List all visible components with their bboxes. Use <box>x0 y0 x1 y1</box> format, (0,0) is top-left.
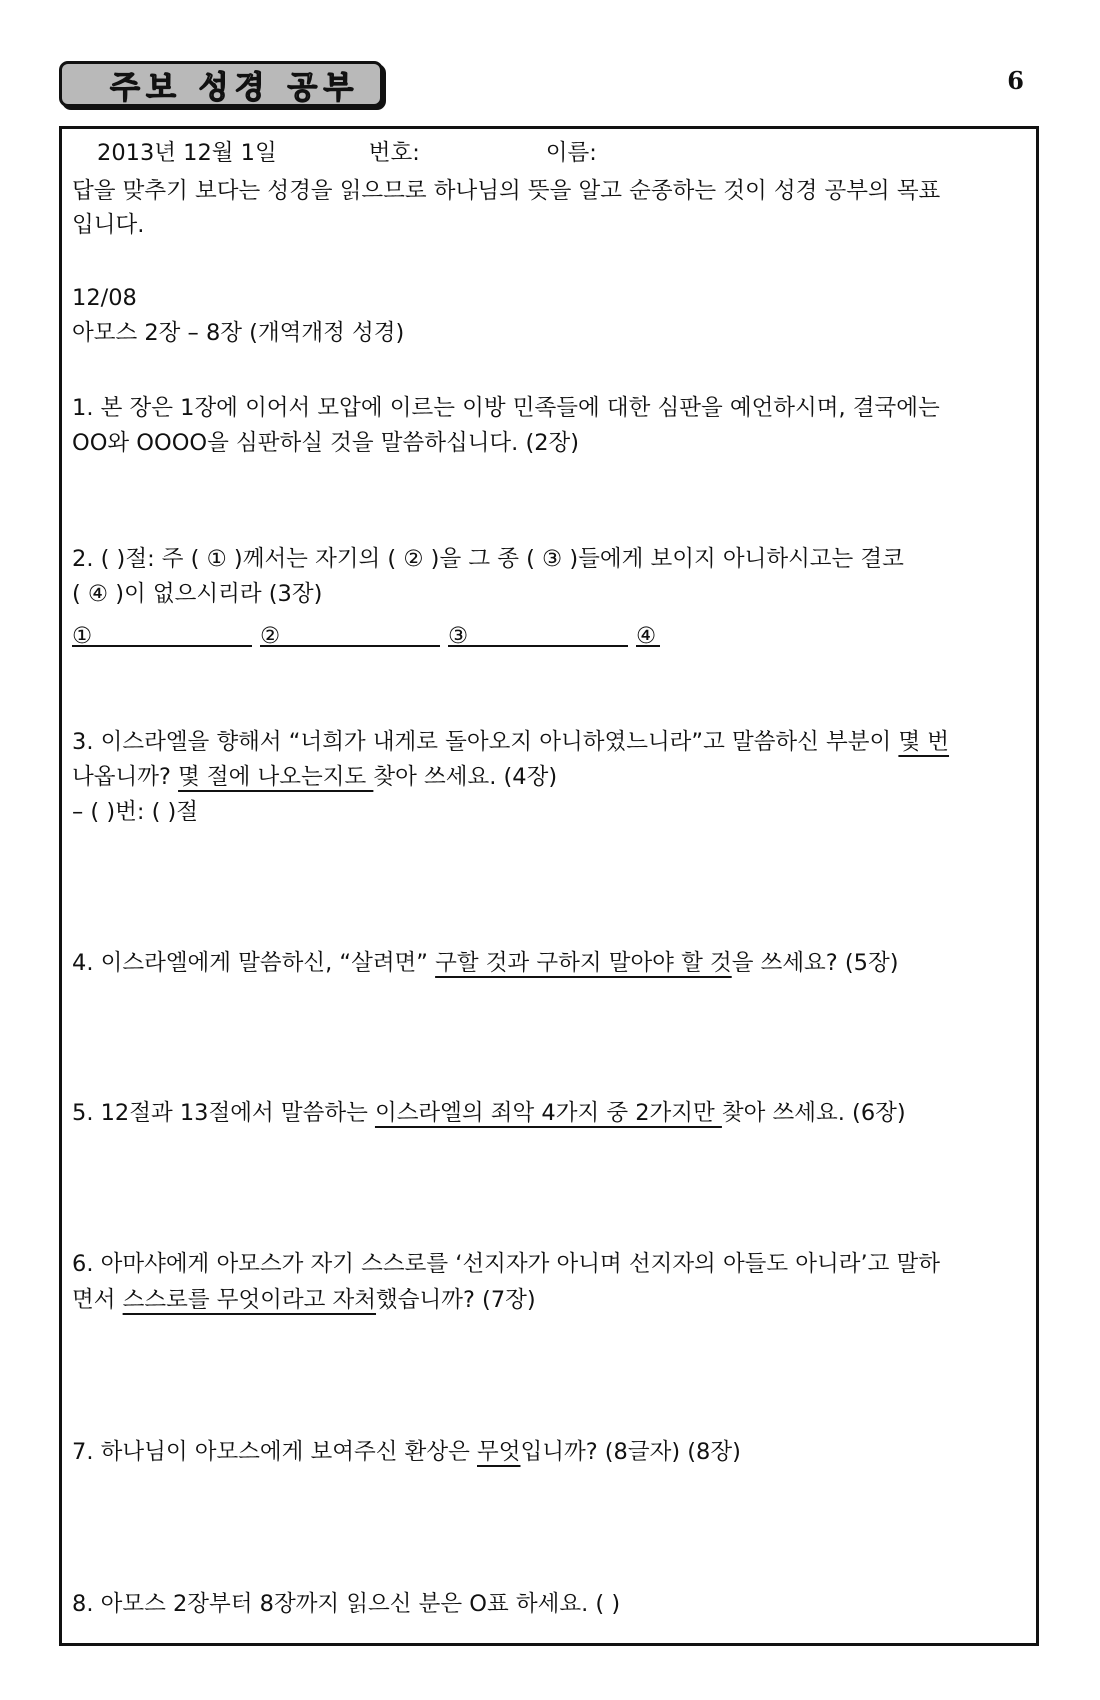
question-7-emphasis: 무엇 <box>477 1439 521 1465</box>
page-number: 6 <box>1007 66 1024 95</box>
number-label: 번호: <box>368 140 420 166</box>
question-3-line-3: – ( )번: ( )절 <box>72 799 199 825</box>
answer-blank-4[interactable]: ④ <box>636 621 660 647</box>
question-5: 5. 12절과 13절에서 말씀하는 이스라엘의 죄악 4가지 중 2가지만 찾아 쓰세요. (6장) <box>72 1100 906 1126</box>
answer-blank-1[interactable]: ① <box>72 621 252 647</box>
question-6-line-1: 6. 아마샤에게 아모스가 자기 스스로를 ‘선지자가 아니며 선지자의 아들도 아니라’고 말하 <box>72 1251 941 1277</box>
worksheet-frame <box>59 126 1039 1646</box>
name-label: 이름: <box>545 140 597 166</box>
question-4: 4. 이스라엘에게 말씀하신, “살려면” 구할 것과 구하지 말아야 할 것을 쓰세요? (5장) <box>72 950 899 976</box>
intro-line-2: 입니다. <box>72 212 145 238</box>
question-6-emphasis: 스스로를 무엇이라고 자처 <box>122 1287 377 1313</box>
question-3-emphasis-2: 몇 절에 나오는지도 <box>178 764 374 790</box>
question-2-line-1: 2. ( )절: 주 ( ① )께서는 자기의 ( ② )을 그 종 ( ③ )들에게 보이지 아니하시고는 결코 <box>72 546 904 572</box>
question-5-emphasis: 이스라엘의 죄악 4가지 중 2가지만 <box>374 1100 722 1126</box>
question-3-emphasis-1: 몇 번 <box>898 729 950 755</box>
answer-blank-3[interactable]: ③ <box>448 621 628 647</box>
week-date: 12/08 <box>72 285 137 311</box>
question-6-line-2: 면서 스스로를 무엇이라고 자처했습니까? (7장) <box>72 1287 536 1313</box>
answer-blank-2[interactable]: ② <box>260 621 440 647</box>
question-1-line-1: 1. 본 장은 1장에 이어서 모압에 이르는 이방 민족들에 대한 심판을 예언하시며, 결국에는 <box>72 395 940 421</box>
meta-line <box>97 138 597 168</box>
reading-range: 아모스 2장 – 8장 (개역개정 성경) <box>72 320 405 346</box>
question-2-line-2: ( ④ )이 없으시리라 (3장) <box>72 581 323 607</box>
question-3-line-2: 나옵니까? 몇 절에 나오는지도 찾아 쓰세요. (4장) <box>72 764 558 790</box>
question-2-answer-blanks <box>72 617 660 647</box>
header-title: 주보 성경 공부 <box>110 69 360 106</box>
intro-line-1: 답을 맞추기 보다는 성경을 읽으므로 하나님의 뜻을 알고 순종하는 것이 성경 공부의 목표 <box>72 178 941 204</box>
date-text: 2013년 12월 1일 <box>97 140 277 166</box>
question-8: 8. 아모스 2장부터 8장까지 읽으신 분은 O표 하세요. ( ) <box>72 1591 621 1617</box>
header-title-tab <box>59 61 383 107</box>
question-4-emphasis: 구할 것과 구하지 말아야 할 것 <box>435 950 732 976</box>
question-3-line-1: 3. 이스라엘을 향해서 “너희가 내게로 돌아오지 아니하였느니라”고 말씀하신 부분이 몇 번 <box>72 729 950 755</box>
question-7: 7. 하나님이 아모스에게 보여주신 환상은 무엇입니까? (8글자) (8장) <box>72 1439 741 1465</box>
question-1-line-2: OO와 OOOO을 심판하실 것을 말씀하십니다. (2장) <box>72 430 580 456</box>
